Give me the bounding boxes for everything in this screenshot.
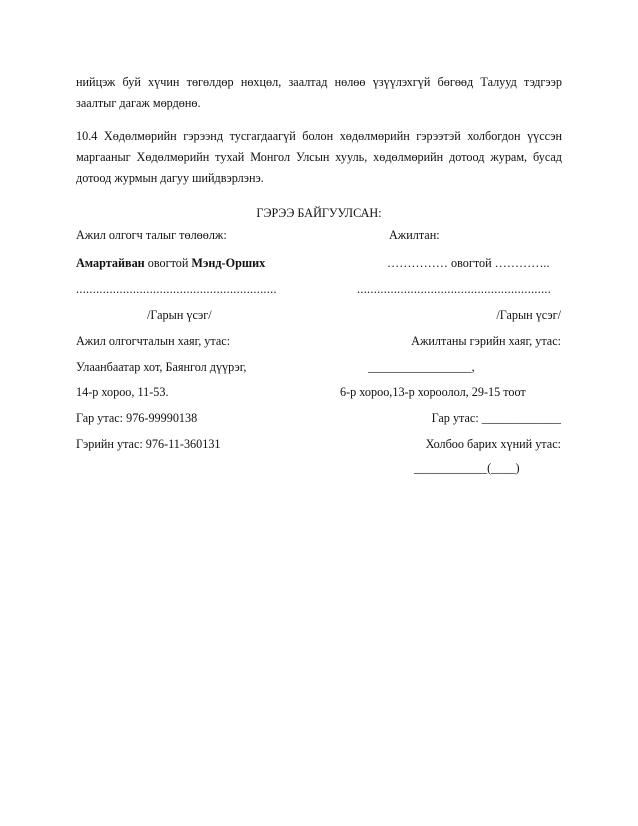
employee-name-line: …………… овогтой ………….. [387,256,550,270]
employee-signature-line: .......................................................... [357,282,552,296]
employee-address-label: Ажилтаны гэрийн хаяг, утас: [411,334,561,348]
employer-home-phone: Гэрийн утас: 976-11-360131 [76,437,221,451]
paragraph-10-4: 10.4 Хөдөлмөрийн гэрээнд тусгагдаагүй болон хөдөлмөрийн гэрээтэй холбогдон үүссэн маргааныг Хөдөлмөрийн тухай Монгол Улсын хууль, хөдөлмөрийн дотоод журам, бусад дотоод журмын дагуу шийдвэрлэнэ. [76,129,562,185]
employer-name-mid: овогтой [144,256,192,270]
employer-surname: Амартайван [76,256,145,270]
employer-label: Ажил олгогч талыг төлөөлж: [76,228,227,242]
employee-address-line-1: _________________, [368,360,475,374]
employee-signature-label: /Гарын үсэг/ [496,308,561,322]
agreement-heading: ГЭРЭЭ БАЙГУУЛСАН: [256,206,382,220]
employee-contact-label: Холбоо барих хүний утас: [425,437,561,451]
employer-signature-label: /Гарын үсэг/ [147,308,212,322]
paragraph-continuation: нийцэж буй хүчин төгөлдөр нөхцөл, заалтад нөлөө үзүүлэхгүй бөгөөд Талууд тэдгээр заалтыг дагаж мөрдөнө. [76,75,562,110]
employee-mobile-phone: Гар утас: _____________ [431,411,561,425]
employer-address-label: Ажил олгогчталын хаяг, утас: [76,334,231,348]
employer-signature-line: ............................................................ [76,282,277,296]
employer-given-name: Мэнд-Орших [191,256,266,270]
employer-address-line-2: 14-р хороо, 11-53. [76,385,169,399]
employer-address-line-1: Улаанбаатар хот, Баянгол дүүрэг, [76,360,247,374]
employer-mobile-phone: Гар утас: 976-99990138 [76,411,198,425]
employer-name [76,255,265,271]
employee-contact-value: ____________(____) [414,461,520,475]
employee-label: Ажилтан: [389,228,440,242]
employee-address-line-2: 6-р хороо,13-р хороолол, 29-15 тоот [340,385,526,399]
